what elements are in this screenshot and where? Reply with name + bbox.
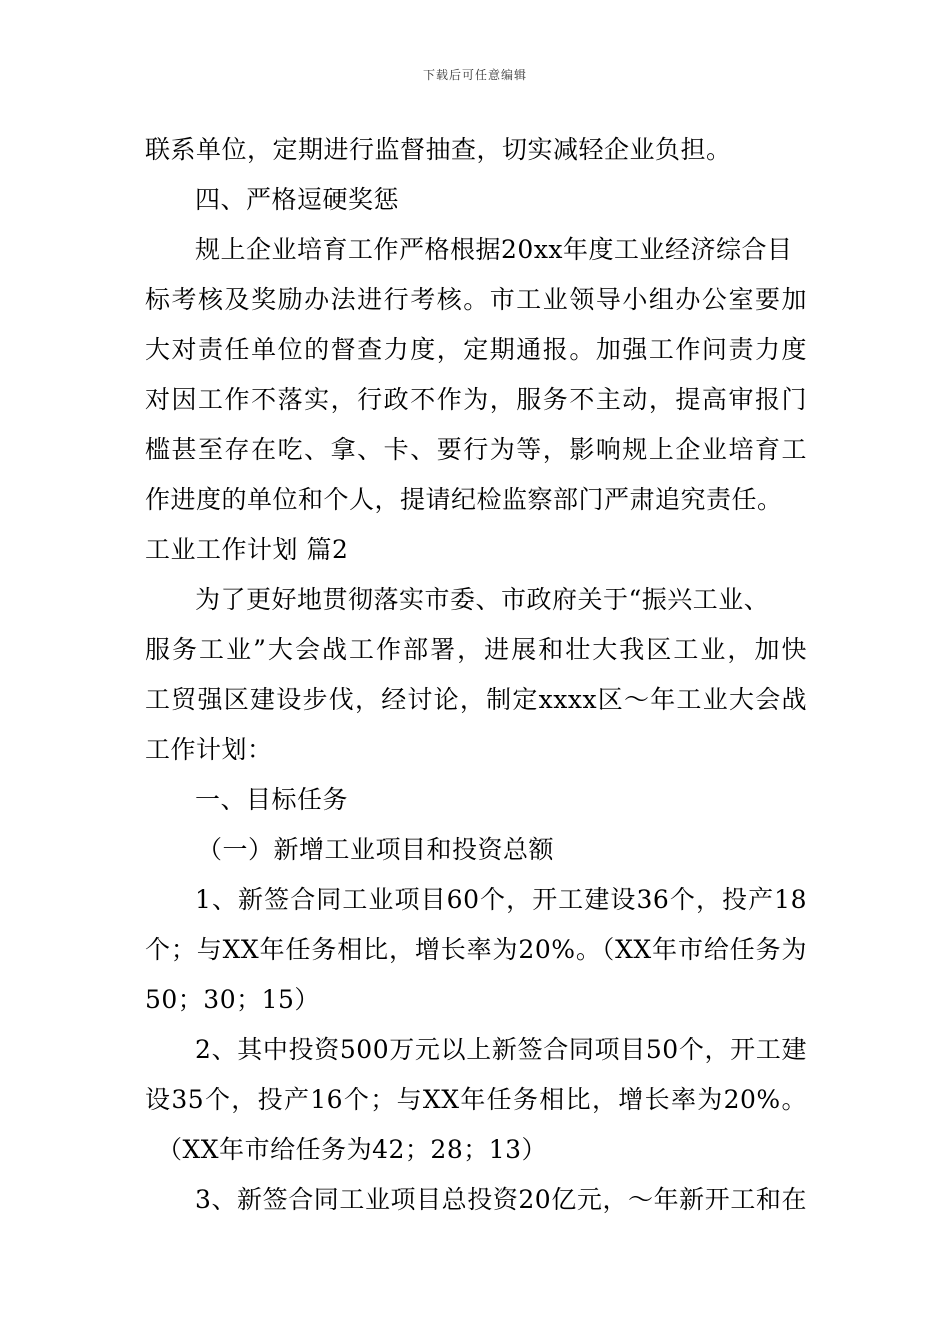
paragraph-line: 服务工业”大会战工作部署，进展和壮大我区工业，加快 xyxy=(145,635,807,664)
paragraph-line: 大对责任单位的督查力度，定期通报。加强工作问责力度 xyxy=(145,335,807,364)
paragraph-line: 工作计划： xyxy=(145,735,273,764)
paragraph-line: 2、其中投资500万元以上新签合同项目50个，开工建 xyxy=(195,1035,807,1064)
paragraph-line: 槛甚至存在吃、拿、卡、要行为等，影响规上企业培育工 xyxy=(145,435,807,464)
paragraph-line: 50；30；15） xyxy=(145,985,320,1014)
paragraph-line: 作进度的单位和个人，提请纪检监察部门严肃追究责任。 xyxy=(145,485,783,514)
paragraph-line: 联系单位，定期进行监督抽查，切实减轻企业负担。 xyxy=(145,135,732,164)
paragraph-line: 对因工作不落实，行政不作为，服务不主动，提高审报门 xyxy=(145,385,807,414)
paragraph-line: 个；与XX年任务相比，增长率为20%。（XX年市给任务为 xyxy=(145,935,807,964)
section-heading: 一、目标任务 xyxy=(195,785,349,814)
paragraph-line: 标考核及奖励办法进行考核。市工业领导小组办公室要加 xyxy=(145,285,807,314)
paragraph-line: 1、新签合同工业项目60个，开工建设36个，投产18 xyxy=(195,885,807,914)
paragraph-line: 工贸强区建设步伐，经讨论，制定xxxx区～年工业大会战 xyxy=(145,685,807,714)
subsection-heading: （一）新增工业项目和投资总额 xyxy=(197,835,555,864)
paragraph-line: 为了更好地贯彻落实市委、市政府关于“振兴工业、 xyxy=(195,585,770,614)
paragraph-line: （XX年市给任务为42；28；13） xyxy=(157,1135,548,1164)
paragraph-line: 3、新签合同工业项目总投资20亿元，～年新开工和在 xyxy=(195,1185,807,1214)
section-heading: 四、严格逗硬奖惩 xyxy=(195,185,400,214)
plan-title: 工业工作计划 篇2 xyxy=(145,535,349,564)
paragraph-line: 设35个，投产16个；与XX年任务相比，增长率为20%。 xyxy=(145,1085,807,1114)
paragraph-line: 规上企业培育工作严格根据20xx年度工业经济综合目 xyxy=(195,235,793,264)
page-header-note: 下载后可任意编辑 xyxy=(422,68,527,82)
